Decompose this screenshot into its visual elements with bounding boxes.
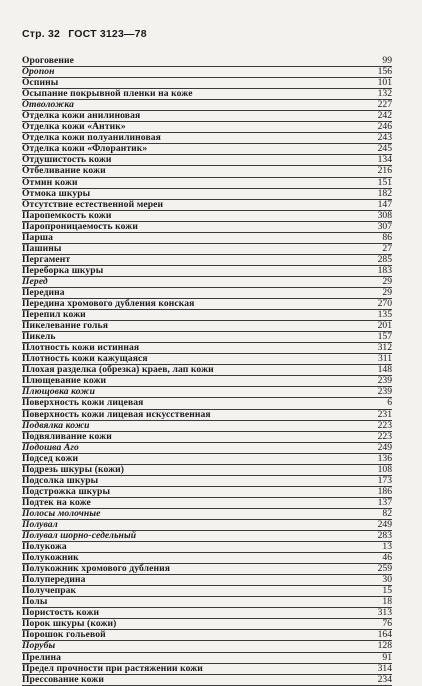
index-page-number: 151 <box>377 176 392 188</box>
index-page-number: 173 <box>377 474 392 486</box>
index-term: Подстрожка шкуры <box>22 485 111 497</box>
index-term: Отделка кожи «Флорантик» <box>22 143 148 155</box>
index-page-number: 223 <box>377 419 392 431</box>
index-term: Отволожка <box>22 99 75 111</box>
index-term: Ороговение <box>22 55 75 66</box>
index-page-number: 311 <box>377 353 392 365</box>
index-entry <box>22 675 392 686</box>
index-entry <box>22 200 392 211</box>
index-term: Подтек на коже <box>22 496 91 508</box>
index-term: Отделка кожи полуанилиновая <box>22 132 161 144</box>
index-page-number: 183 <box>377 264 392 276</box>
index-page-number: 164 <box>377 629 392 641</box>
index-term: Подвялка кожи <box>22 419 90 431</box>
index-page-number: 312 <box>377 342 392 354</box>
index-term: Паропроницаемость кожи <box>22 220 138 232</box>
index-term: Отделка кожи анилиновая <box>22 110 141 122</box>
index-entry <box>22 222 392 233</box>
index-page-number: 285 <box>377 253 392 265</box>
index-entry <box>22 653 392 664</box>
index-term: Перед <box>22 275 48 287</box>
index-term: Получепрак <box>22 585 77 597</box>
index-page-number: 13 <box>382 541 392 553</box>
index-term: Полукожник <box>22 552 79 564</box>
index-entry <box>22 410 392 421</box>
index-page-number: 82 <box>382 507 392 519</box>
index-term: Отмока шкуры <box>22 187 91 199</box>
index-entry <box>22 575 392 586</box>
index-term: Оропон <box>22 66 55 78</box>
page-header <box>22 28 152 40</box>
index-page-number: 308 <box>377 209 392 221</box>
index-entry <box>22 277 392 288</box>
index-page-number: 259 <box>377 563 392 575</box>
index-term: Подошва Аго <box>22 441 79 453</box>
term-index-list <box>22 56 392 686</box>
index-page-number: 15 <box>382 585 392 597</box>
index-entry <box>22 586 392 597</box>
index-entry <box>22 321 392 332</box>
index-page-number: 86 <box>382 231 392 243</box>
index-term: Полупередина <box>22 574 86 586</box>
index-page-number: 234 <box>377 673 392 685</box>
index-page-number: 182 <box>377 187 392 199</box>
index-entry <box>22 244 392 255</box>
index-term: Порубы <box>22 640 56 652</box>
index-term: Подсолка шкуры <box>22 474 99 486</box>
index-term: Порок шкуры (кожи) <box>22 618 117 630</box>
index-page-number: 313 <box>377 607 392 619</box>
index-page-number: 6 <box>387 397 392 409</box>
index-page-number: 27 <box>382 242 392 254</box>
index-page-number: 201 <box>377 320 392 332</box>
index-page-number: 148 <box>377 364 392 376</box>
index-page-number: 137 <box>377 496 392 508</box>
index-page-number: 216 <box>377 165 392 177</box>
index-term: Подвяливание кожи <box>22 430 112 442</box>
index-term: Полувал шорно-седельный <box>22 530 137 542</box>
index-term: Прессование кожи <box>22 673 104 685</box>
index-page-number: 46 <box>382 552 392 564</box>
index-page-number: 243 <box>377 132 392 144</box>
index-page-number: 132 <box>377 88 392 100</box>
index-page-number: 314 <box>377 662 392 674</box>
index-term: Плющевание кожи <box>22 375 107 387</box>
index-entry <box>22 509 392 520</box>
index-entry <box>22 56 392 67</box>
index-term: Полукожник хромового дубления <box>22 563 171 575</box>
index-term: Пористость кожи <box>22 607 100 619</box>
index-entry <box>22 421 392 432</box>
index-term: Плохая разделка (обрезка) краев, лап кожи <box>22 364 214 376</box>
index-page-number: 30 <box>382 574 392 586</box>
index-page-number: 136 <box>377 452 392 464</box>
index-page-number: 29 <box>382 286 392 298</box>
index-page-number: 134 <box>377 154 392 166</box>
index-page-number: 270 <box>377 298 392 310</box>
index-page-number: 186 <box>377 485 392 497</box>
index-term: Отбеливание кожи <box>22 165 106 177</box>
index-entry <box>22 189 392 200</box>
index-page-number: 128 <box>377 640 392 652</box>
index-page-number: 249 <box>377 518 392 530</box>
index-page-number: 227 <box>377 99 392 111</box>
index-term: Пикелевание голья <box>22 320 109 332</box>
index-term: Отдушистость кожи <box>22 154 112 166</box>
index-page-number: 76 <box>382 618 392 630</box>
index-term: Переборка шкуры <box>22 264 104 276</box>
index-term: Парша <box>22 231 53 243</box>
index-page-number: 101 <box>377 77 392 89</box>
index-term: Пашины <box>22 242 62 254</box>
index-page-number: 231 <box>377 408 392 420</box>
index-page-number: 91 <box>382 651 392 663</box>
index-page-number: 99 <box>382 55 392 66</box>
index-term: Плотность кожи кажущаяся <box>22 353 148 365</box>
index-page-number: 135 <box>377 309 392 321</box>
index-term: Оспины <box>22 77 59 89</box>
index-entry <box>22 398 392 409</box>
index-page-number: 147 <box>377 198 392 210</box>
index-term: Пикель <box>22 331 56 343</box>
index-page-number: 242 <box>377 110 392 122</box>
index-term: Поверхность кожи лицевая искусственная <box>22 408 211 420</box>
index-term: Полосы молочные <box>22 507 101 519</box>
index-term: Передина <box>22 286 65 298</box>
index-entry <box>22 641 392 652</box>
index-term: Подсед кожи <box>22 452 79 464</box>
index-entry <box>22 233 392 244</box>
index-page-number: 223 <box>377 430 392 442</box>
index-term: Полукожа <box>22 541 67 553</box>
index-term: Полувал <box>22 518 58 530</box>
index-term: Предел прочности при растяжении кожи <box>22 662 203 674</box>
index-term: Плющовка кожи <box>22 386 96 398</box>
index-term: Пергамент <box>22 253 71 265</box>
index-term: Отсутствие естественной мереи <box>22 198 164 210</box>
index-entry <box>22 531 392 542</box>
index-term: Отмин кожи <box>22 176 78 188</box>
index-term: Полы <box>22 596 48 608</box>
index-term: Поверхность кожи лицевая <box>22 397 144 409</box>
index-term: Прелина <box>22 651 61 663</box>
index-page-number: 156 <box>377 66 392 78</box>
index-page-number: 246 <box>377 121 392 133</box>
index-page-number: 18 <box>382 596 392 608</box>
index-page-number: 307 <box>377 220 392 232</box>
index-page-number: 108 <box>377 463 392 475</box>
index-page-number: 283 <box>377 530 392 542</box>
index-entry <box>22 166 392 177</box>
index-term: Перепил кожи <box>22 309 86 321</box>
index-term: Порошок гольевой <box>22 629 106 641</box>
standard-number: ГОСТ 3123—78 <box>68 28 147 40</box>
index-entry <box>22 178 392 189</box>
index-entry <box>22 432 392 443</box>
index-page-number: 29 <box>382 275 392 287</box>
index-entry <box>22 89 392 100</box>
index-page-number: 249 <box>377 441 392 453</box>
index-entry <box>22 664 392 675</box>
index-term: Передина хромового дубления конская <box>22 298 195 310</box>
index-page-number: 239 <box>377 375 392 387</box>
index-page-number: 157 <box>377 331 392 343</box>
page-label: Стр. 32 <box>22 28 61 40</box>
index-page-number: 245 <box>377 143 392 155</box>
index-term: Отделка кожи «Антик» <box>22 121 126 133</box>
index-entry <box>22 630 392 641</box>
index-term: Паропемкость кожи <box>22 209 112 221</box>
index-term: Подрезь шкуры (кожи) <box>22 463 125 475</box>
index-entry <box>22 266 392 277</box>
index-term: Осыпание покрывной пленки на коже <box>22 88 193 100</box>
index-page-number: 239 <box>377 386 392 398</box>
index-term: Плотность кожи истинная <box>22 342 140 354</box>
index-entry <box>22 67 392 78</box>
